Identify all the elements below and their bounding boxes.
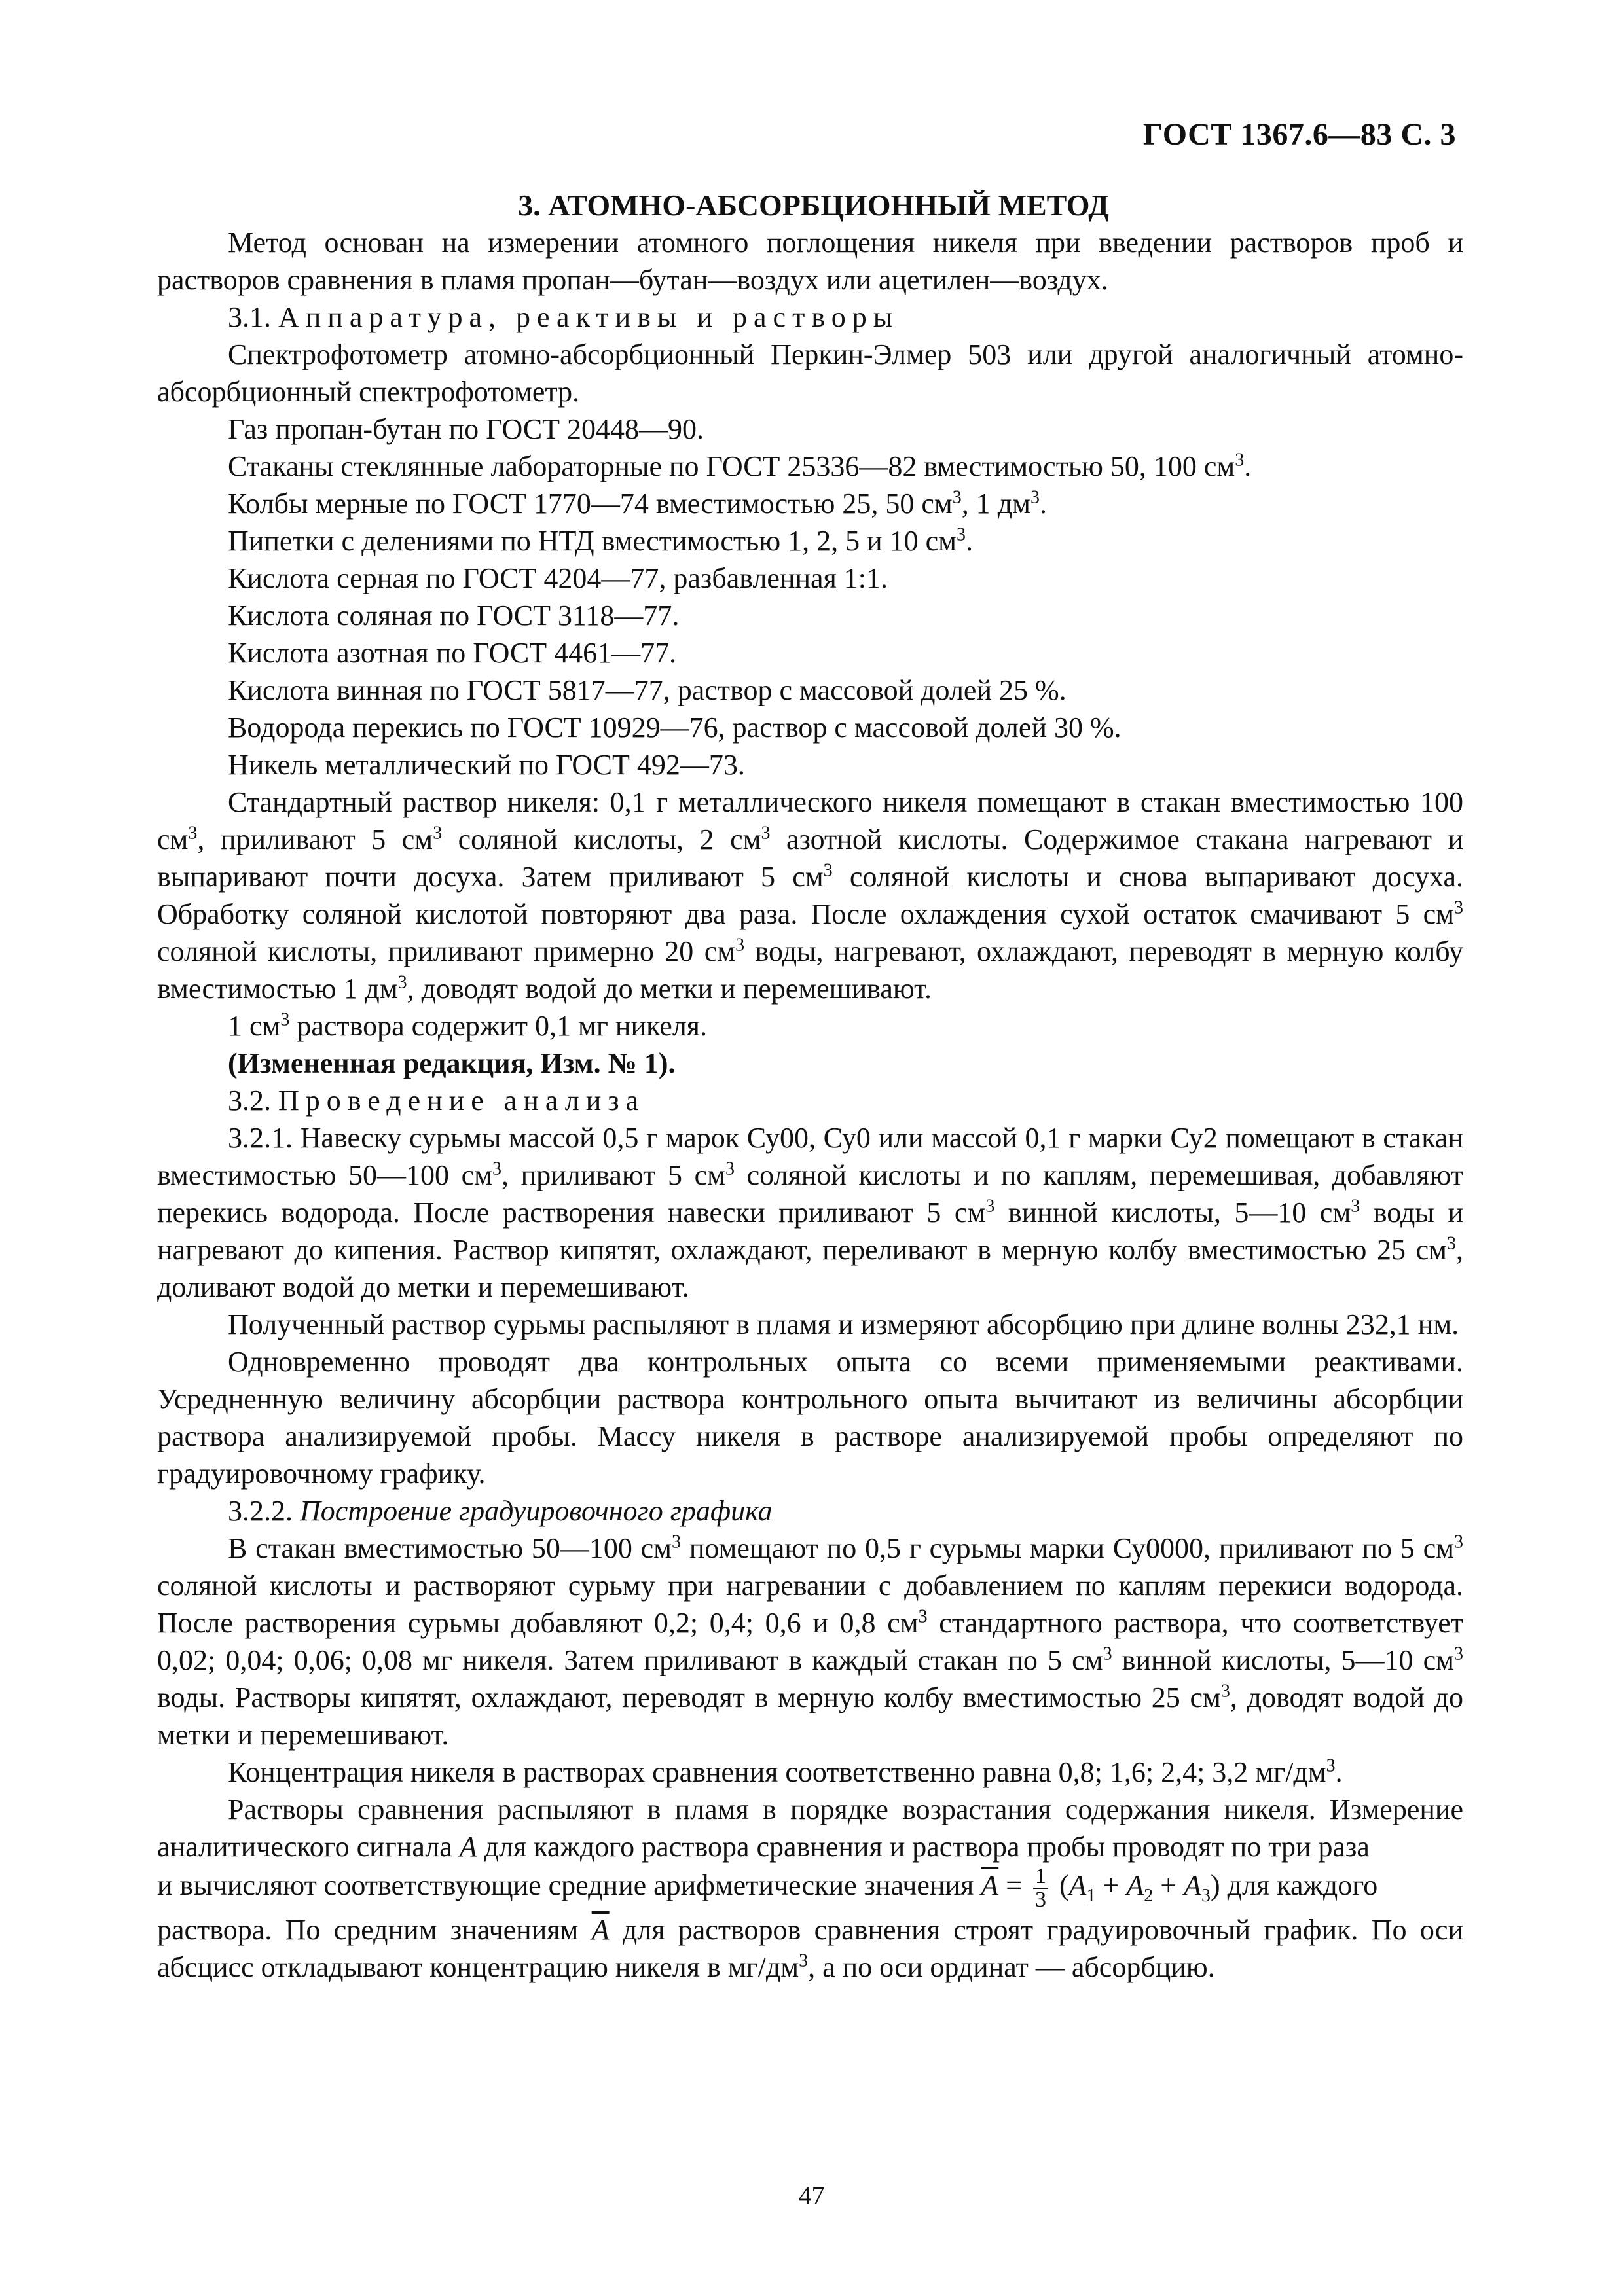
document-body <box>157 187 1463 1986</box>
paragraph-measurement: Растворы сравнения распыляют в пламя в порядке возрастания содержания никеля. Измерение аналитического сигнала A для каждого раствора сравнения и раствора пробы проводят по три раза <box>157 1793 1463 1863</box>
subsection-3-1-title: Аппаратура, реактивы и растворы <box>278 301 900 333</box>
subsection-3-2-2-heading: 3.2.2. Построение градуировочного графика <box>228 1495 773 1527</box>
reagent-nitric-acid: Кислота азотная по ГОСТ 4461—77. <box>228 637 677 669</box>
paragraph-spray: Полученный раствор сурьмы распыляют в пламя и измеряют абсорбцию при длине волны 232,1 нм. <box>228 1308 1459 1340</box>
paragraph-3-2-1: 3.2.1. Навеску сурьмы массой 0,5 г марок Су00, Су0 или массой 0,1 г марки Су2 помещают в стакан вместимостью 50—100 $см^3$, приливают 5 $см^3$ соляной кислоты и по каплям, перемешивая, добавляют перекись водорода. После растворения навески приливают 5 $см^3$ винной кислоты, 5—10 $см^3$ воды и нагревают до кипения. Раствор кипятят, охлаждают, переливают в мерную колбу вместимостью 25 $см^3$, доливают водой до метки и перемешивают. <box>157 1122 1464 1303</box>
paragraph-control: Одновременно проводят два контрольных опыта со всеми применяемыми реактивами. Усредненную величину абсорбции раствора контрольного опыта вычитают из величины абсорбции раствора анализируемой пробы. Массу никеля в растворе анализируемой пробы определяют по градуировочному графику. <box>157 1346 1463 1490</box>
equipment-glasses: Стаканы стеклянные лабораторные по ГОСТ 25336—82 вместимостью 50, 100 $см^3$. <box>228 450 1252 482</box>
equipment-flasks: Колбы мерные по ГОСТ 1770—74 вместимостью 25, 50 $см^3$, 1 $дм^3$. <box>228 487 1047 520</box>
paragraph-concentration: Концентрация никеля в растворах сравнения соответственно равна 0,8; 1,6; 2,4; 3,2 $мг/дм^3$. <box>228 1755 1343 1788</box>
standard-solution-content: 1 $см^3$ раствора содержит 0,1 мг никеля. <box>228 1009 708 1042</box>
amendment-note: (Измененная редакция, Изм. № 1). <box>228 1047 676 1079</box>
fraction-one-third: $\frac{1}{3}$ <box>1033 1865 1048 1911</box>
intro-paragraph: Метод основан на измерении атомного поглощения никеля при введении растворов проб и растворов сравнения в пламя пропан—бутан—воздух или ацетилен—воздух. <box>157 226 1463 296</box>
subsection-3-2-title: Проведение анализа <box>278 1085 646 1117</box>
standard-solution-paragraph: Стандартный раствор никеля: 0,1 г металлического никеля помещают в стакан вместимостью 100 $см^3$, приливают 5 $см^3$ соляной кислоты, 2 $см^3$ азотной кислоты. Содержимое стакана нагревают и выпаривают почти досуха. Затем приливают 5 $см^3$ соляной кислоты и снова выпаривают досуха. Обработку соляной кислотой повторяют два раза. После охлаждения сухой остаток смачивают 5 $см^3$ соляной кислоты, приливают примерно 20 $см^3$ воды, нагревают, охлаждают, переводят в мерную колбу вместимостью 1 $дм^3$, доводят водой до метки и перемешивают. <box>157 786 1464 1005</box>
reagent-hydrogen-peroxide: Водорода перекись по ГОСТ 10929—76, раствор с массовой долей 30 %. <box>228 711 1122 744</box>
reagent-sulfuric-acid: Кислота серная по ГОСТ 4204—77, разбавленная 1:1. <box>228 562 888 594</box>
page-number: 47 <box>798 2181 825 2210</box>
document-header: ГОСТ 1367.6—83 С. 3 <box>1142 117 1456 152</box>
subsection-3-2-2-title: Построение градуировочного графика <box>300 1495 773 1527</box>
paragraph-3-2-2: В стакан вместимостью 50—100 $см^3$ помещают по 0,5 г сурьмы марки Су0000, приливают по 5 $см^3$ соляной кислоты и растворяют сурьму при нагревании с добавлением по каплям перекиси водорода. После растворения сурьмы добавляют 0,2; 0,4; 0,6 и 0,8 $см^3$ стандартного раствора, что соответствует 0,02; 0,04; 0,06; 0,08 мг никеля. Затем приливают в каждый стакан по 5 $см^3$ винной кислоты, 5—10 $см^3$ воды. Растворы кипятят, охлаждают, переводят в мерную колбу вместимостью 25 $см^3$, доводят водой до метки и перемешивают. <box>157 1532 1464 1751</box>
formula-line: и вычисляют соответствующие средние арифметические значения $\overline{A}$ = $\frac{1}{3}$ $(A_1 + A_2 + A_3)$ для каждого <box>157 1864 1378 1912</box>
subsection-3-1-heading: 3.1. Аппаратура, реактивы и растворы <box>228 301 900 333</box>
reagent-nickel-metal: Никель металлический по ГОСТ 492—73. <box>228 749 745 781</box>
section-title: 3. АТОМНО-АБСОРБЦИОННЫЙ МЕТОД <box>518 188 1109 222</box>
equipment-spectrophotometer: Спектрофотометр атомно-абсорбционный Перкин-Элмер 503 или другой аналогичный атомно-абсорбционный спектрофотометр. <box>157 338 1463 408</box>
equipment-gas: Газ пропан-бутан по ГОСТ 20448—90. <box>228 413 704 445</box>
reagent-tartaric-acid: Кислота винная по ГОСТ 5817—77, раствор с массовой долей 25 %. <box>228 674 1067 706</box>
reagent-hydrochloric-acid: Кислота соляная по ГОСТ 3118—77. <box>228 600 680 632</box>
paragraph-final: раствора. По средним значениям $\overline{A}$ для растворов сравнения строят градуировочный график. По оси абсцисс откладывают концентрацию никеля в $мг/дм^3$, а по оси ординат — абсорбцию. <box>157 1914 1464 1983</box>
equipment-pipettes: Пипетки с делениями по НТД вместимостью 1, 2, 5 и 10 $см^3$. <box>228 524 973 557</box>
mean-a-symbol: $\overline{A}$ <box>981 1869 999 1902</box>
subsection-3-2-heading: 3.2. Проведение анализа <box>228 1085 646 1117</box>
